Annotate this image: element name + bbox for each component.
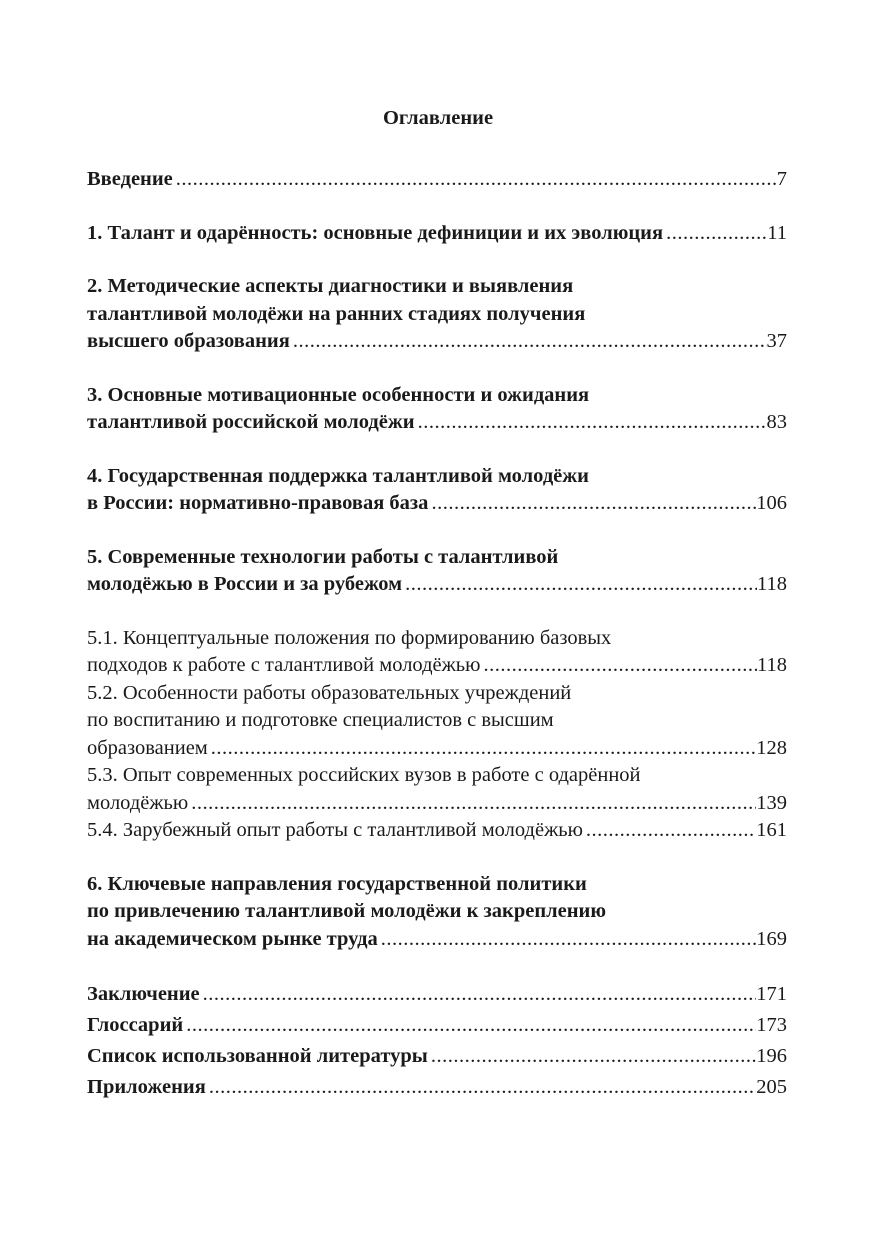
dot-leader [183,1010,756,1041]
toc-entry-text: молодёжью в России и за рубежом [87,573,403,595]
toc-page-number: 118 [757,573,787,595]
toc-entry-line: 5.2. Особенности работы образовательных учреждений [87,681,572,704]
toc-entry-chapter-3[interactable] [87,382,787,437]
toc-entry-text: на академическом рынке труда [87,927,378,950]
dot-leader [428,1041,756,1072]
table-of-contents [87,166,787,1103]
toc-page-number: 173 [756,1014,787,1036]
toc-entry-chapter-2[interactable] [87,273,787,356]
toc-entry-line: по воспитанию и подготовке специалистов с высшим [87,709,554,731]
toc-page-number: 11 [767,221,787,244]
toc-entry-section-5-2[interactable] [87,680,787,763]
toc-entry-chapter-1[interactable] [87,220,787,248]
toc-entry-line: 6. Ключевые направления государственной политики [87,872,587,895]
toc-page-number: 161 [756,819,787,841]
toc-entry-text: высшего образования [87,330,290,352]
toc-entry-text: Заключение [87,983,200,1005]
dot-leader [378,926,757,954]
dot-leader [480,652,757,680]
dot-leader [290,328,767,356]
toc-entry-chapter-4[interactable] [87,463,787,518]
toc-entry-text: Глоссарий [87,1014,184,1036]
toc-entry-introduction[interactable] [87,166,787,194]
toc-page-number: 118 [757,654,787,676]
toc-entry-text: талантливой российской молодёжи [87,411,415,433]
page-title: Оглавление [382,107,494,129]
toc-entry-line: 5.1. Концептуальные положения по формированию базовых [87,626,612,649]
toc-page-number: 196 [756,1045,787,1067]
toc-entry-text: в России: нормативно-правовая база [87,492,429,514]
toc-entry-line: 2. Методические аспекты диагностики и выявления [87,275,574,297]
dot-leader [402,571,757,599]
toc-page-number: 205 [756,1076,787,1098]
toc-entry-text: 5.4. Зарубежный опыт работы с талантливой молодёжью [87,819,583,841]
toc-entry-text: Введение [87,168,173,190]
toc-entry-section-5-3[interactable] [87,762,787,817]
toc-entry-line: 5.3. Опыт современных российских вузов в работе с одарённой [87,764,641,786]
toc-entry-text: подходов к работе с талантливой молодёжью [87,654,481,676]
toc-page-number: 106 [756,492,787,514]
toc-entry-references[interactable] [87,1041,787,1072]
dot-leader [428,490,756,518]
toc-entry-line: 4. Государственная поддержка талантливой молодёжи [87,464,589,487]
toc-entry-appendices[interactable] [87,1072,787,1103]
toc-entry-chapter-6[interactable] [87,871,787,954]
toc-entry-text: Приложения [87,1076,206,1098]
dot-leader [415,409,767,437]
toc-entry-line: 5. Современные технологии работы с талантливой [87,545,559,568]
toc-page-number: 7 [776,168,787,190]
toc-entry-glossary[interactable] [87,1010,787,1041]
toc-entry-line: по привлечению талантливой молодёжи к закреплению [87,900,607,922]
toc-entry-text: 1. Талант и одарённость: основные дефиниции и их эволюция [87,221,664,244]
toc-page-number: 171 [756,983,787,1005]
toc-page-number: 139 [756,791,787,814]
toc-page-number: 169 [756,927,787,950]
toc-entry-text: образованием [87,736,208,759]
toc-page-number: 37 [766,330,787,352]
toc-entry-text: молодёжью [87,791,189,814]
toc-entry-conclusion[interactable] [87,979,787,1010]
dot-leader [663,220,767,248]
dot-leader [583,817,756,845]
toc-entry-chapter-5[interactable] [87,544,787,599]
toc-page-number: 128 [756,736,787,759]
dot-leader [208,735,756,763]
toc-entry-section-5-1[interactable] [87,625,787,680]
dot-leader [188,790,756,818]
dot-leader [200,979,757,1010]
dot-leader [206,1072,756,1103]
toc-entry-text: Список использованной литературы [87,1045,428,1067]
toc-entry-line: 3. Основные мотивационные особенности и ожидания [87,383,590,406]
dot-leader [173,166,777,194]
toc-entry-section-5-4[interactable] [87,817,787,845]
toc-page-number: 83 [766,411,787,433]
toc-entry-line: талантливой молодёжи на ранних стадиях получения [87,302,586,325]
